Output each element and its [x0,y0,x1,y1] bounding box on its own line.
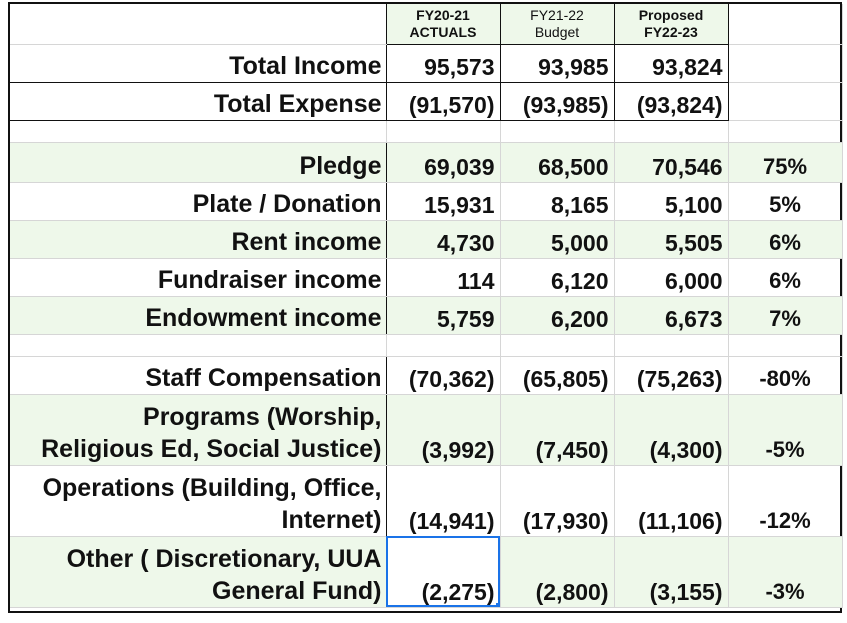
row-label[interactable]: Total Income [10,44,386,82]
header-fy2122-budget[interactable] [500,4,614,44]
row-label-line: General Fund) [212,576,382,605]
value-cell[interactable]: (91,570) [386,82,500,120]
expense-row-staff-compensation [10,356,842,394]
header-proposed-fy2223[interactable] [614,4,728,44]
header-line: Proposed [638,6,704,23]
row-label-line: Religious Ed, Social Justice) [41,434,382,463]
empty-cell[interactable] [728,334,842,356]
header-corner-cell[interactable] [10,4,386,44]
header-fy2021-actuals[interactable] [386,4,500,44]
header-line: ACTUALS [409,23,477,40]
row-label[interactable] [10,536,386,607]
empty-cell[interactable] [500,120,614,142]
income-row-endowment [10,296,842,334]
expense-row-operations [10,465,842,536]
percent-cell[interactable]: 7% [728,296,842,334]
row-label[interactable]: Rent income [10,220,386,258]
header-line: FY20-21 [416,6,470,23]
value-cell[interactable]: 6,200 [500,296,614,334]
value-cell[interactable]: (70,362) [386,356,500,394]
percent-cell[interactable]: 5% [728,182,842,220]
spacer-row [10,120,842,142]
value-cell[interactable]: 70,546 [614,142,728,182]
percent-cell[interactable]: 6% [728,258,842,296]
spacer-row [10,334,842,356]
row-label-line: Operations (Building, Office, [42,473,382,502]
budget-spreadsheet [10,4,843,608]
income-row-rent [10,220,842,258]
income-row-pledge [10,142,842,182]
empty-cell[interactable] [614,334,728,356]
value-cell[interactable]: 5,505 [614,220,728,258]
income-row-fundraiser [10,258,842,296]
empty-cell[interactable] [614,120,728,142]
row-label-line: Programs (Worship, [143,402,382,431]
row-label[interactable]: Staff Compensation [10,356,386,394]
value-cell[interactable]: 114 [386,258,500,296]
percent-cell[interactable]: -80% [728,356,842,394]
value-cell[interactable]: (7,450) [500,394,614,465]
header-line: Budget [534,23,580,40]
header-pct-cell[interactable] [728,4,842,44]
empty-cell[interactable] [728,120,842,142]
empty-cell[interactable] [728,82,842,120]
header-line: FY22-23 [644,23,698,40]
header-row [10,4,842,44]
percent-cell[interactable]: -5% [728,394,842,465]
value-cell[interactable]: (14,941) [386,465,500,536]
expense-row-programs [10,394,842,465]
value-cell[interactable]: 5,100 [614,182,728,220]
fill-handle[interactable] [496,603,501,608]
value-cell[interactable]: (93,824) [614,82,728,120]
value-cell[interactable]: 5,000 [500,220,614,258]
empty-cell[interactable] [10,334,386,356]
percent-cell[interactable]: -12% [728,465,842,536]
percent-cell[interactable]: 6% [728,220,842,258]
cell-text: (2,275) [421,578,495,605]
empty-cell[interactable] [500,334,614,356]
value-cell[interactable]: (11,106) [614,465,728,536]
value-cell[interactable]: 6,000 [614,258,728,296]
summary-row-total-expense [10,82,842,120]
selected-value-cell[interactable] [386,536,500,607]
empty-cell[interactable] [728,44,842,82]
value-cell[interactable]: (3,992) [386,394,500,465]
row-label[interactable]: Plate / Donation [10,182,386,220]
summary-row-total-income [10,44,842,82]
value-cell[interactable]: 6,120 [500,258,614,296]
row-label-line: Internet) [281,505,382,534]
expense-row-other [10,536,842,607]
row-label[interactable] [10,394,386,465]
row-label[interactable]: Endowment income [10,296,386,334]
value-cell[interactable]: (3,155) [614,536,728,607]
value-cell[interactable]: 5,759 [386,296,500,334]
value-cell[interactable]: 15,931 [386,182,500,220]
empty-cell[interactable] [386,334,500,356]
header-line: FY21-22 [530,6,584,23]
row-label[interactable]: Total Expense [10,82,386,120]
value-cell[interactable]: 6,673 [614,296,728,334]
value-cell[interactable]: 93,985 [500,44,614,82]
value-cell[interactable]: 95,573 [386,44,500,82]
empty-cell[interactable] [386,120,500,142]
value-cell[interactable]: (2,800) [500,536,614,607]
value-cell[interactable]: 8,165 [500,182,614,220]
empty-cell[interactable] [10,120,386,142]
row-label-line: Other ( Discretionary, UUA [66,544,382,573]
value-cell[interactable]: (17,930) [500,465,614,536]
row-label[interactable]: Fundraiser income [10,258,386,296]
value-cell[interactable]: (4,300) [614,394,728,465]
value-cell[interactable]: 93,824 [614,44,728,82]
value-cell[interactable]: 68,500 [500,142,614,182]
value-cell[interactable]: 4,730 [386,220,500,258]
income-row-plate-donation [10,182,842,220]
value-cell[interactable]: 69,039 [386,142,500,182]
percent-cell[interactable]: 75% [728,142,842,182]
row-label[interactable] [10,465,386,536]
value-cell[interactable]: (65,805) [500,356,614,394]
row-label[interactable]: Pledge [10,142,386,182]
value-cell[interactable]: (93,985) [500,82,614,120]
percent-cell[interactable]: -3% [728,536,842,607]
value-cell[interactable]: (75,263) [614,356,728,394]
